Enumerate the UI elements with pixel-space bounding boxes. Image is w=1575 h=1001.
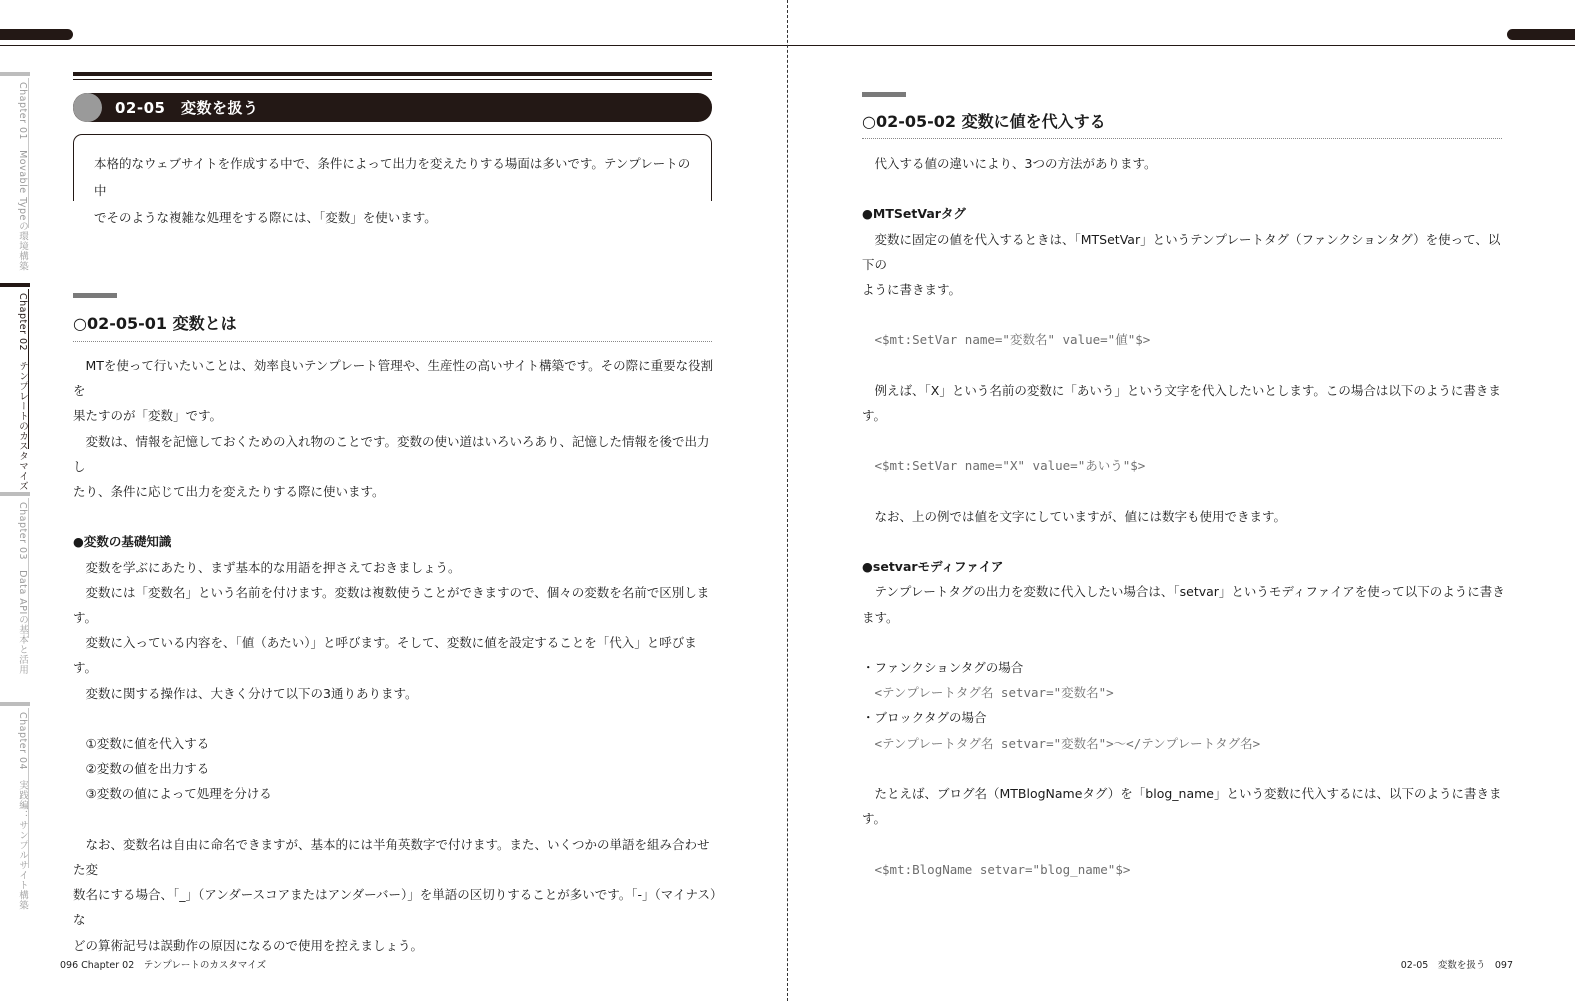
subsection-marker: [73, 293, 117, 298]
subsection-dotted-rule: [73, 341, 712, 342]
body-line: なお、変数名は自由に命名できますが、基本的には半角英数字で付けます。また、いくつかの単語を組み合わせた変: [73, 836, 710, 878]
body-line: 数名にする場合、「_」（アンダースコアまたはアンダーバー）」を単語の区切りすることが多いです。「-」（マイナス）な: [73, 887, 717, 928]
mtsetvar-heading: ●MTSetVarタグ: [862, 206, 966, 222]
footer-right: 02-05 変数を扱う 097: [1400, 960, 1513, 971]
chapter-tab-02: [0, 283, 30, 491]
code-sample: <テンプレートタグ名 setvar="変数名">～</テンプレートタグ名>: [874, 735, 1261, 751]
body-line: テンプレートタグの出力を変数に代入したい場合は、「setvar」というモディファイアを使って以下のように書き: [874, 584, 1505, 600]
footer-left: 096 Chapter 02 テンプレートのカスタマイズ: [60, 960, 267, 971]
code-sample: <$mt:SetVar name="変数名" value="値"$>: [874, 332, 1151, 348]
chapter-tab-label: Chapter 01 Movable Typeの環境構築: [17, 82, 28, 271]
body-line: 変数に固定の値を代入するときは、「MTSetVar」というテンプレートタグ（ファンクションタグ）を使って、以下の: [862, 231, 1501, 272]
intro-text: [74, 135, 711, 231]
page-spine: [787, 0, 788, 1001]
body-line: 変数は、情報を記憶しておくための入れ物のことです。変数の使い道はいろいろあり、記憶した情報を後で出力し: [73, 433, 710, 474]
operation-item: ①変数に値を代入する: [85, 736, 210, 752]
case-label: ・ブロックタグの場合: [862, 710, 987, 726]
chapter-tab-label: Chapter 02 テンプレートのカスタマイズ: [17, 293, 28, 492]
chapter-tab-01: [0, 72, 30, 271]
body-line: 変数を学ぶにあたり、まず基本的な用語を押さえておきましょう。: [85, 559, 461, 575]
chapter-tab-label: Chapter 04 実践編：サンプルサイト構築: [17, 712, 28, 911]
section-rule-thin: [73, 79, 712, 80]
operation-item: ②変数の値を出力する: [85, 761, 210, 777]
body-line: 変数に関する操作は、大きく分けて以下の3通りあります。: [85, 685, 418, 701]
intro-line: 本格的なウェブサイトを作成する中で、条件によって出力を変えたりする場面は多いです。テンプレートの中: [94, 156, 691, 198]
intro-box: [73, 134, 712, 225]
code-sample: <$mt:BlogName setvar="blog_name"$>: [874, 861, 1131, 877]
body-line: 果たすのが「変数」です。: [73, 408, 223, 424]
body-line: なお、上の例では値を文字にしていますが、値には数字も使用できます。: [874, 508, 1287, 524]
body-line: ます。: [862, 609, 899, 625]
case-label: ・ファンクションタグの場合: [862, 660, 1024, 676]
body-line: 例えば、「X」という名前の変数に「あいう」という文字を代入したいとします。この場合は以下のように書きます。: [862, 382, 1501, 424]
section-title: 02-05 変数を扱う: [115, 99, 259, 117]
chapter-tab-04: [0, 702, 30, 910]
body-line: どの算術記号は誤動作の原因になるので使用を控えましょう。: [73, 937, 424, 953]
section-heading: [73, 93, 712, 122]
section-circle-icon: [73, 93, 102, 122]
basics-heading: ●変数の基礎知識: [73, 534, 172, 550]
setvar-heading: ●setvarモディファイア: [862, 559, 1004, 575]
body-line: たとえば、ブログ名（MTBlogNameタグ）を「blog_name」という変数に代入するには、以下のように書きます。: [862, 786, 1502, 827]
body-line: たり、条件に応じて出力を変えたりする際に使います。: [73, 484, 385, 500]
subsection-dotted-rule: [862, 138, 1502, 139]
body-line: ように書きます。: [862, 282, 962, 298]
chapter-tab-label: Chapter 03 Data APIの基本と活用: [17, 502, 28, 675]
intro-line: でそのような複雑な処理をする際には、「変数」を使います。: [94, 210, 437, 225]
top-left-bar: [0, 29, 73, 40]
top-right-bar: [1507, 29, 1575, 40]
section-rule-thick: [73, 72, 712, 76]
subsection-title-left: ○02-05-01 変数とは: [73, 314, 237, 333]
body-line: 代入する値の違いにより、3つの方法があります。: [874, 156, 1157, 171]
right-body: [862, 151, 1512, 882]
subsection-marker: [862, 92, 906, 97]
body-line: MTを使って行いたいことは、効率良いテンプレート管理や、生産性の高いサイト構築です。その際に重要な役割を: [73, 358, 714, 399]
chapter-tab-03: [0, 492, 30, 675]
body-line: 変数には「変数名」という名前を付けます。変数は複数使うことができますので、個々の変数を名前で区別します。: [73, 584, 710, 626]
code-sample: <$mt:SetVar name="X" value="あいう"$>: [874, 458, 1146, 474]
left-body: [73, 353, 718, 958]
body-line: 変数に入っている内容を、「値（あたい）」と呼びます。そして、変数に値を設定することを「代入」と呼びます。: [73, 635, 697, 676]
code-sample: <テンプレートタグ名 setvar="変数名">: [874, 685, 1114, 701]
operation-item: ③変数の値によって処理を分ける: [85, 786, 272, 802]
subsection-title-right: ○02-05-02 変数に値を代入する: [862, 112, 1106, 131]
